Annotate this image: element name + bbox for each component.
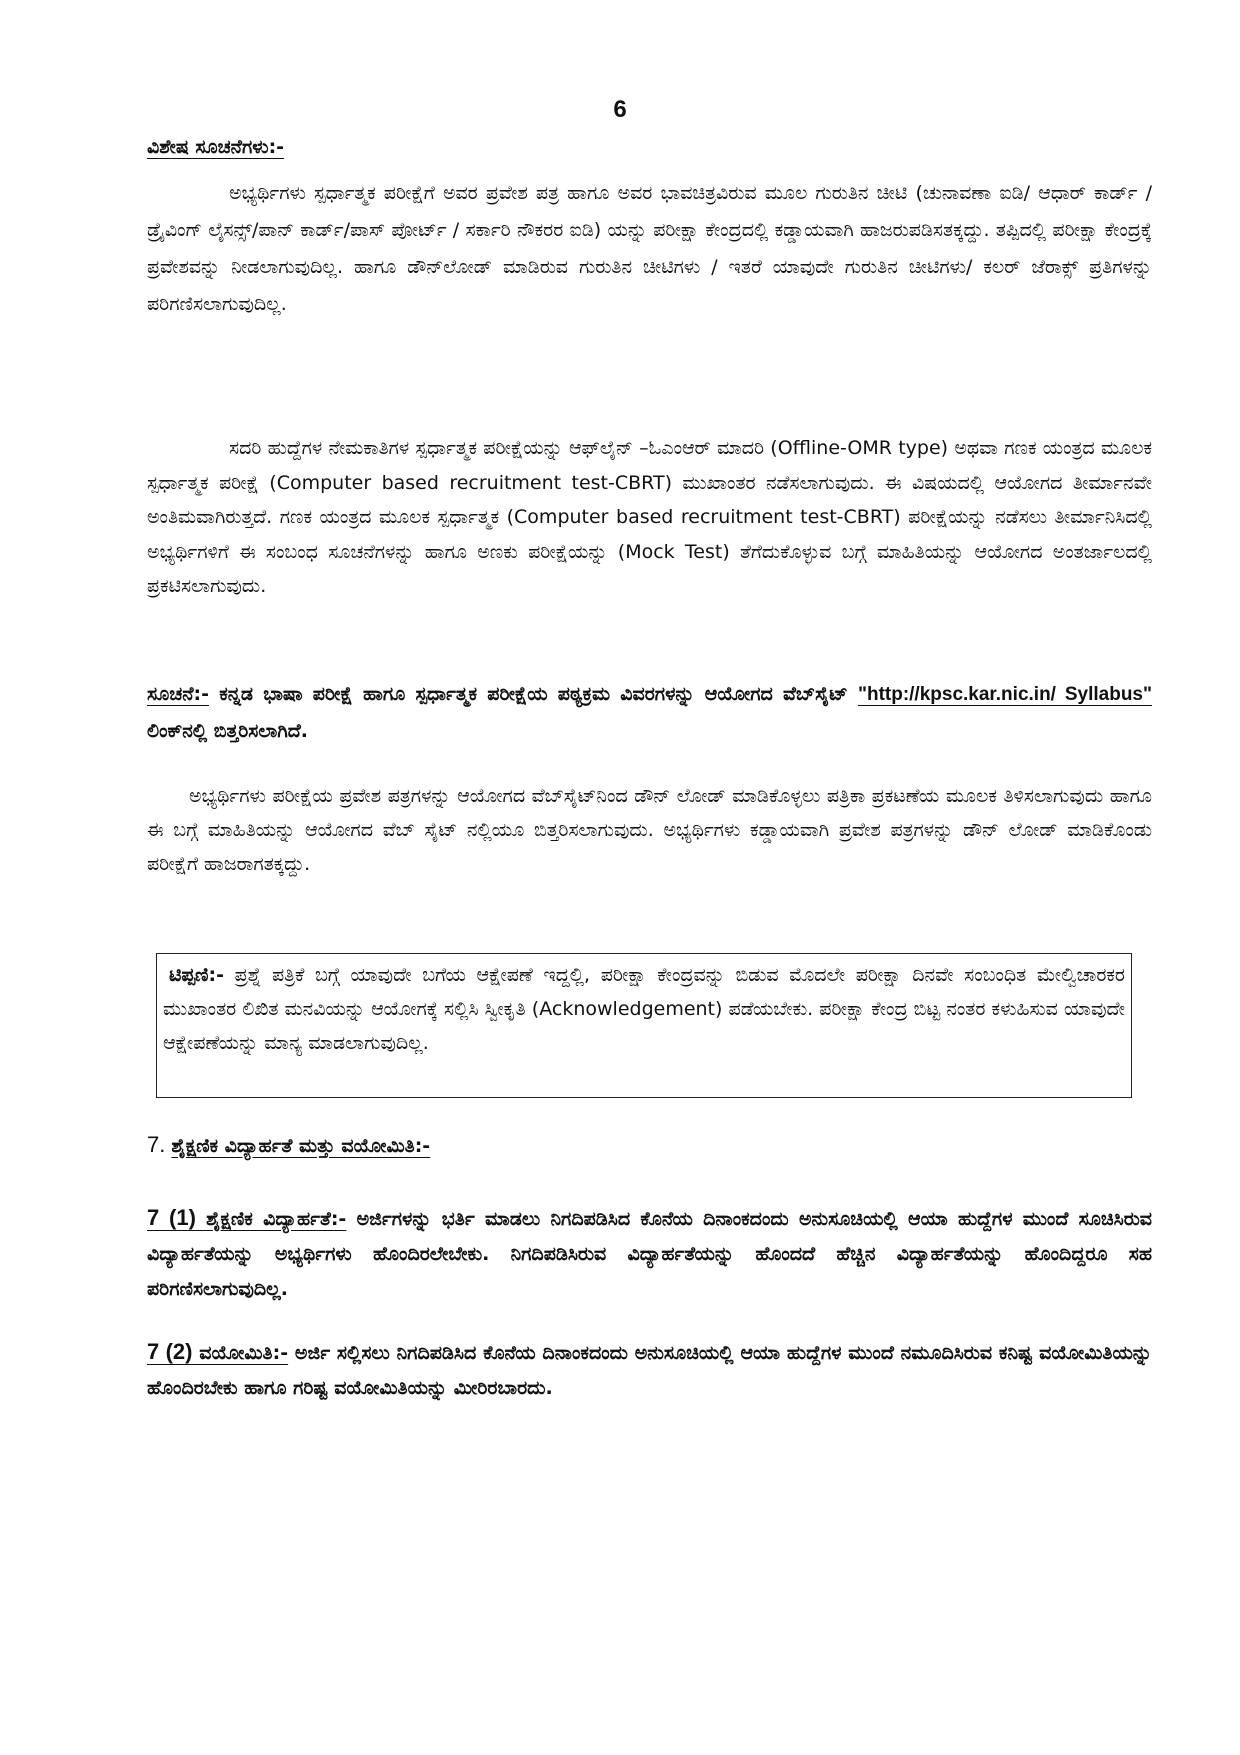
- section-7-heading: ಶೈಕ್ಷಣಿಕ ವಿದ್ಯಾರ್ಹತೆ ಮತ್ತು ವಯೋಮಿತಿ:-: [171, 1135, 431, 1157]
- section-7-number: 7.: [147, 1132, 166, 1157]
- page-number: 6: [613, 96, 627, 123]
- remark-paragraph: [163, 958, 1125, 1060]
- exam-mode-paragraph: ಸದರಿ ಹುದ್ದೆಗಳ ನೇಮಕಾತಿಗಳ ಸ್ಪರ್ಧಾತ್ಮಕ ಪರೀಕ್ಷೆಯನ್ನು ಆಫ್‌ಲೈನ್ –ಓಎಂಆರ್ ಮಾದರಿ (Offline-OMR type) ಅಥವಾ ಗಣಕ ಯಂತ್ರದ ಮೂಲಕ ಸ್ಪರ್ಧಾತ್ಮಕ ಪರೀಕ್ಷೆ (Computer based recruitment test-CBRT) ಮುಖಾಂತರ ನಡೆಸಲಾಗುವುದು. ಈ ವಿಷಯದಲ್ಲಿ ಆಯೋಗದ ತೀರ್ಮಾನವೇ ಅಂತಿಮವಾಗಿರುತ್ತದೆ. ಗಣಕ ಯಂತ್ರದ ಮೂಲಕ ಸ್ಪರ್ಧಾತ್ಮಕ (Computer based recruitment test-CBRT) ಪರೀಕ್ಷೆಯನ್ನು ನಡೆಸಲು ತೀರ್ಮಾನಿಸಿದಲ್ಲಿ ಅಭ್ಯರ್ಥಿಗಳಿಗೆ ಈ ಸಂಬಂಧ ಸೂಚನೆಗಳನ್ನು ಹಾಗೂ ಅಣಕು ಪರೀಕ್ಷೆಯನ್ನು (Mock Test) ತೆಗೆದುಕೊಳ್ಳುವ ಬಗ್ಗೆ ಮಾಹಿತಿಯನ್ನು ಆಯೋಗದ ಅಂತರ್ಜಾಲದಲ್ಲಿ ಪ್ರಕಟಿಸಲಾಗುವುದು.: [147, 437, 1152, 597]
- special-instructions-section: [147, 136, 1152, 158]
- section-7-2-heading: ವಯೋಮಿತಿ:-: [192, 1342, 289, 1364]
- section-7-2-paragraph: [147, 1334, 1152, 1406]
- remark-box: [156, 953, 1132, 1098]
- admit-card-paragraph: ಅಭ್ಯರ್ಥಿಗಳು ಪರೀಕ್ಷೆಯ ಪ್ರವೇಶ ಪತ್ರಗಳನ್ನು ಆಯೋಗದ ವೆಬ್‌ಸೈಟ್‌ನಿಂದ ಡೌನ್ ಲೋಡ್ ಮಾಡಿಕೊಳ್ಳಲು ಪತ್ರಿಕಾ ಪ್ರಕಟಣೆಯ ಮೂಲಕ ತಿಳಿಸಲಾಗುವುದು ಹಾಗೂ ಈ ಬಗ್ಗೆ ಮಾಹಿತಿಯನ್ನು ಆಯೋಗದ ವೆಬ್ ಸೈಟ್ ನಲ್ಲಿಯೂ ಬಿತ್ತರಿಸಲಾಗುವುದು. ಅಭ್ಯರ್ಥಿಗಳು ಕಡ್ಡಾಯವಾಗಿ ಪ್ರವೇಶ ಪತ್ರಗಳನ್ನು ಡೌನ್ ಲೋಡ್ ಮಾಡಿಕೊಂಡು ಪರೀಕ್ಷೆಗೆ ಹಾಜರಾಗತಕ್ಕದ್ದು.: [147, 785, 1152, 875]
- section-7-1-paragraph: [147, 1200, 1152, 1307]
- id-proof-paragraph-block: [147, 175, 1152, 323]
- section-7-1-number: 7 (1): [147, 1205, 196, 1230]
- notice-text: ಕನ್ನಡ ಭಾಷಾ ಪರೀಕ್ಷೆ ಹಾಗೂ ಸ್ಪರ್ಧಾತ್ಮಕ ಪರೀಕ್ಷೆಯ ಪಠ್ಯಕ್ರಮ ವಿವರಗಳನ್ನು ಆಯೋಗದ ವೆಬ್‌ಸೈಟ್: [209, 683, 858, 705]
- remark-label: ಟಿಪ್ಪಣಿ:-: [169, 964, 224, 986]
- remark-text: ಪ್ರಶ್ನೆ ಪತ್ರಿಕೆ ಬಗ್ಗೆ ಯಾವುದೇ ಬಗೆಯ ಆಕ್ಷೇಪಣೆ ಇದ್ದಲ್ಲಿ, ಪರೀಕ್ಷಾ ಕೇಂದ್ರವನ್ನು ಬಿಡುವ ಮೊದಲೇ ಪರೀಕ್ಷಾ ದಿನವೇ ಸಂಬಂಧಿತ ಮೇಲ್ವಿಚಾರಕರ ಮುಖಾಂತರ ಲಿಖಿತ ಮನವಿಯನ್ನು ಆಯೋಗಕ್ಕೆ ಸಲ್ಲಿಸಿ ಸ್ವೀಕೃತಿ (Acknowledgement) ಪಡೆಯಬೇಕು. ಪರೀಕ್ಷಾ ಕೇಂದ್ರ ಬಿಟ್ಟ ನಂತರ ಕಳುಹಿಸುವ ಯಾವುದೇ ಆಕ್ಷೇಪಣೆಯನ್ನು ಮಾನ್ಯ ಮಾಡಲಾಗುವುದಿಲ್ಲ.: [163, 964, 1125, 1054]
- section-7-2-text: ಅರ್ಜಿ ಸಲ್ಲಿಸಲು ನಿಗದಿಪಡಿಸಿದ ಕೊನೆಯ ದಿನಾಂಕದಂದು ಅನುಸೂಚಿಯಲ್ಲಿ ಆಯಾ ಹುದ್ದೆಗಳ ಮುಂದೆ ನಮೂದಿಸಿರುವ ಕನಿಷ್ಟ ವಯೋಮಿತಿಯನ್ನು ಹೊಂದಿರಬೇಕು ಹಾಗೂ ಗರಿಷ್ಟ ವಯೋಮಿತಿಯನ್ನು ಮೀರಿರಬಾರದು.: [147, 1342, 1152, 1399]
- section-7-2-block: [147, 1334, 1152, 1406]
- section-7-1-text: ಅರ್ಜಿಗಳನ್ನು ಭರ್ತಿ ಮಾಡಲು ನಿಗದಿಪಡಿಸಿದ ಕೊನೆಯ ದಿನಾಂಕದಂದು ಅನುಸೂಚಿಯಲ್ಲಿ ಆಯಾ ಹುದ್ದೆಗಳ ಮುಂದೆ ಸೂಚಿಸಿರುವ ವಿದ್ಯಾರ್ಹತೆಯನ್ನು ಅಭ್ಯರ್ಥಿಗಳು ಹೊಂದಿರಲೇಬೇಕು. ನಿಗದಿಪಡಿಸಿರುವ ವಿದ್ಯಾರ್ಹತೆಯನ್ನು ಹೊಂದದೆ ಹೆಚ್ಚಿನ ವಿದ್ಯಾರ್ಹತೆಯನ್ನು ಹೊಂದಿದ್ದರೂ ಸಹ ಪರಿಗಣಿಸಲಾಗುವುದಿಲ್ಲ.: [147, 1208, 1152, 1300]
- notice-text-after: ಲಿಂಕ್‌ನಲ್ಲಿ ಬಿತ್ತರಿಸಲಾಗಿದೆ.: [147, 720, 309, 742]
- syllabus-link[interactable]: "http://kpsc.kar.nic.in/ Syllabus": [857, 684, 1152, 705]
- syllabus-notice-block: [147, 676, 1152, 749]
- section-7-1-heading: ಶೈಕ್ಷಣಿಕ ವಿದ್ಯಾರ್ಹತೆ:-: [195, 1208, 347, 1230]
- section-7-2-number: 7 (2): [147, 1339, 193, 1364]
- special-instructions-heading: ವಿಶೇಷ ಸೂಚನೆಗಳು:-: [147, 136, 285, 158]
- id-proof-paragraph: ಅಭ್ಯರ್ಥಿಗಳು ಸ್ಪರ್ಧಾತ್ಮಕ ಪರೀಕ್ಷೆಗೆ ಅವರ ಪ್ರವೇಶ ಪತ್ರ ಹಾಗೂ ಅವರ ಭಾವಚಿತ್ರವಿರುವ ಮೂಲ ಗುರುತಿನ ಚೀಟಿ (ಚುನಾವಣಾ ಐಡಿ/ ಆಧಾರ್ ಕಾರ್ಡ್ / ಡ್ರೈವಿಂಗ್ ಲೈಸನ್ಸ್/ಪಾನ್ ಕಾರ್ಡ್/ಪಾಸ್ ಪೋರ್ಟ್ / ಸರ್ಕಾರಿ ನೌಕರರ ಐಡಿ) ಯನ್ನು ಪರೀಕ್ಷಾ ಕೇಂದ್ರದಲ್ಲಿ ಕಡ್ಡಾಯವಾಗಿ ಹಾಜರುಪಡಿಸತಕ್ಕದ್ದು. ತಪ್ಪಿದಲ್ಲಿ ಪರೀಕ್ಷಾ ಕೇಂದ್ರಕ್ಕೆ ಪ್ರವೇಶವನ್ನು ನೀಡಲಾಗುವುದಿಲ್ಲ. ಹಾಗೂ ಡೌನ್‌ಲೋಡ್ ಮಾಡಿರುವ ಗುರುತಿನ ಚೀಟಿಗಳು / ಇತರೆ ಯಾವುದೇ ಗುರುತಿನ ಚೀಟಿಗಳು/ ಕಲರ್ ಜೆರಾಕ್ಸ್ ಪ್ರತಿಗಳನ್ನು ಪರಿಗಣಿಸಲಾಗುವುದಿಲ್ಲ.: [147, 182, 1152, 315]
- notice-label: ಸೂಚನೆ:-: [147, 683, 209, 705]
- syllabus-notice: [147, 676, 1152, 749]
- section-7-1-block: [147, 1200, 1152, 1307]
- exam-mode-paragraph-block: [147, 431, 1152, 604]
- admit-card-paragraph-block: [147, 779, 1152, 881]
- section-7-heading-block: [147, 1132, 1152, 1158]
